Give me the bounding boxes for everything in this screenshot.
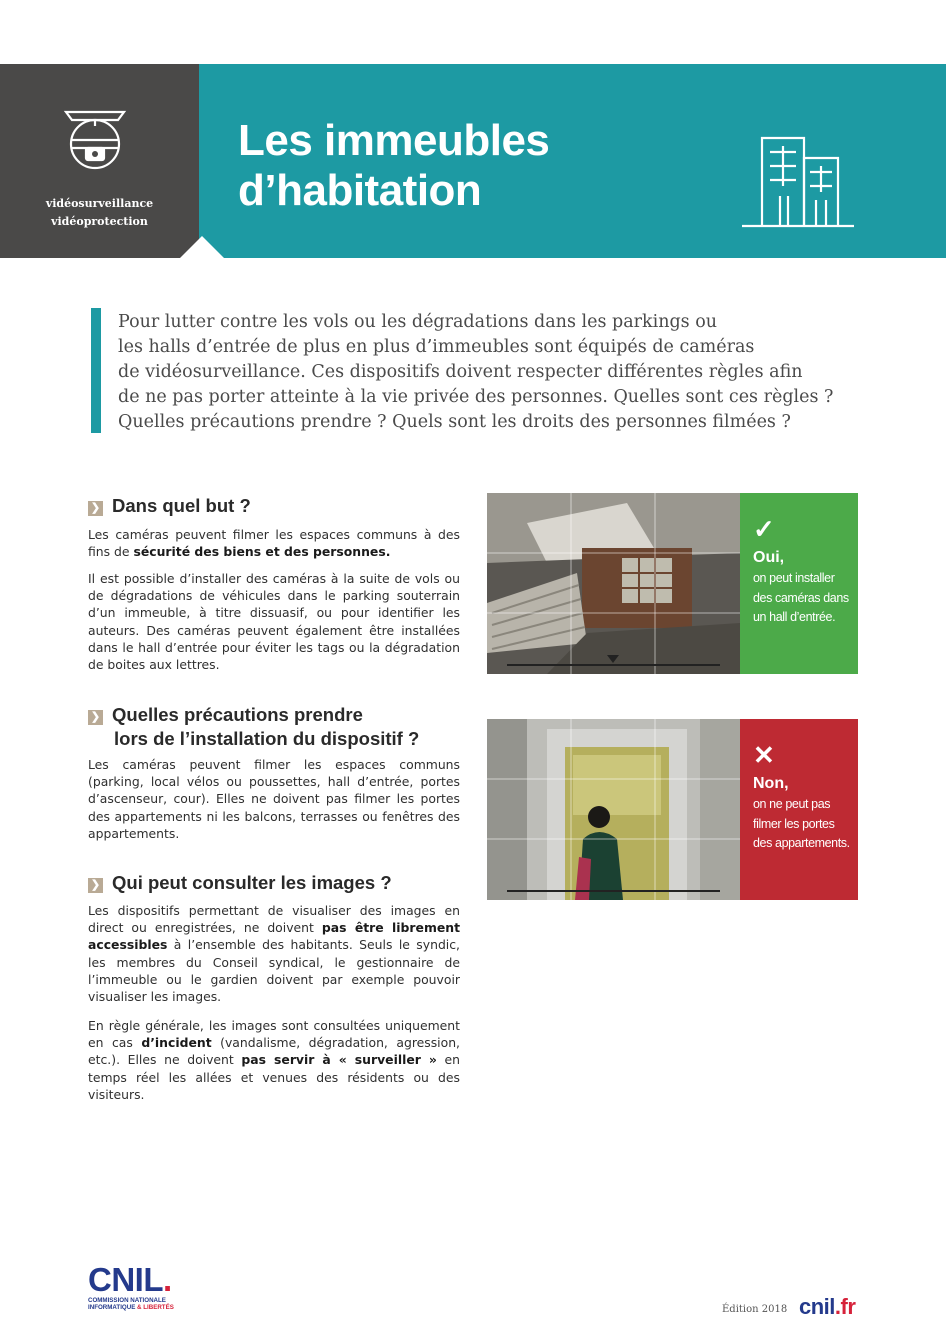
section-heading-purpose	[88, 494, 251, 518]
cnil-logo	[88, 1261, 188, 1312]
page-title	[238, 116, 549, 216]
verdict-yes-text	[753, 569, 858, 628]
cnil-logo-word	[88, 1261, 188, 1298]
check-icon: ✓	[753, 514, 775, 544]
photo-entrance-hall	[487, 493, 740, 674]
page-title-line1: Les immeubles	[238, 116, 550, 165]
entrance-hall-illustration	[487, 493, 740, 674]
intro-line: les halls d’entrée de plus en plus d’immeubles sont équipés de caméras	[118, 337, 755, 357]
verdict-no-title: Non,	[753, 775, 789, 792]
chevron-right-icon: ❯	[88, 878, 103, 893]
verdict-line: on ne peut pas	[753, 797, 831, 811]
logo-sub-line2	[88, 1304, 188, 1311]
section-heading-precautions	[88, 703, 419, 751]
section-title-line2: lors de l’installation du dispositif ?	[114, 728, 420, 749]
intro-line: de ne pas porter atteinte à la vie privée des personnes. Quelles sont ces règles ?	[118, 387, 834, 407]
website-tld: .fr	[834, 1294, 856, 1319]
verdict-yes-title: Oui,	[753, 549, 785, 566]
text-span: Les caméras peuvent filmer les espaces communs à des fins de	[88, 527, 460, 560]
edition-label: Édition 2018	[722, 1304, 788, 1315]
intro-line: de vidéosurveillance. Ces dispositifs doivent respecter différentes règles afin	[118, 362, 803, 382]
page-title-line2: d’habitation	[238, 166, 482, 215]
apartment-door-illustration	[487, 719, 740, 900]
section-access-paragraph-2	[88, 1017, 460, 1103]
camera-icon	[62, 106, 132, 170]
intro-line: Quelles précautions prendre ? Quels sont les droits des personnes filmées ?	[118, 412, 791, 432]
verdict-line: un hall d’entrée.	[753, 610, 836, 624]
header-tags	[0, 195, 199, 231]
text-span: Les dispositifs permettant de visualiser des images en direct ou enregistrées, ne doivent	[88, 903, 460, 936]
logo-dot: .	[163, 1261, 172, 1298]
verdict-no-text	[753, 795, 858, 854]
chevron-right-icon: ❯	[88, 501, 103, 516]
section-purpose-paragraph-1	[88, 526, 460, 560]
verdict-yes-card	[740, 493, 858, 674]
verdict-no-card	[740, 719, 858, 900]
section-title: Qui peut consulter les images ?	[112, 872, 392, 893]
chevron-right-icon: ❯	[88, 710, 103, 725]
bold-text: pas être librement accessibles	[88, 920, 460, 953]
intro-accent-bar	[91, 308, 101, 433]
bold-text: sécurité des biens et des personnes.	[133, 544, 391, 560]
intro-paragraph	[118, 310, 858, 435]
photo-apartment-door	[487, 719, 740, 900]
section-purpose-paragraph-2: Il est possible d’installer des caméras à la suite de vols ou de dégradations de véhicules dans le parking souterrain d’un immeuble, à titre dissuasif, ou pour identifier les auteurs. Des caméras peuvent également être installées dans le hall d’entrée pour éviter les tags ou la dégradation de boites aux lettres.	[88, 571, 460, 673]
verdict-line: on peut installer	[753, 571, 835, 585]
cnil-logo-subtitle	[88, 1297, 188, 1312]
logo-text: CNIL	[88, 1261, 163, 1298]
section-title: Dans quel but ?	[112, 495, 251, 516]
section-precautions-paragraph: Les caméras peuvent filmer les espaces communs (parking, local vélos ou poussettes, hall d’entrée, portes d’ascenseur, cour). Elles ne doivent pas filmer les portes des appartements ni les balcons, terrasses ou fenêtres des appartements.	[88, 757, 460, 841]
verdict-line: des appartements.	[753, 836, 850, 850]
section-title-line1: Quelles précautions prendre	[112, 704, 363, 725]
buildings-icon	[742, 132, 856, 228]
logo-sub-text-red: & LIBERTÉS	[137, 1304, 174, 1312]
bold-text: pas servir à « surveiller »	[241, 1052, 437, 1068]
text-span: à l’ensemble des habitants. Seuls le syndic, les membres du Conseil syndical, le gestionnaire de l’immeuble ou le gardien doivent par exemple pouvoir visualiser les images.	[88, 937, 460, 1005]
intro-line: Pour lutter contre les vols ou les dégradations dans les parkings ou	[118, 312, 718, 332]
tag-videosurveillance: vidéosurveillance	[45, 197, 154, 210]
logo-sub-line1: COMMISSION NATIONALE	[88, 1297, 166, 1304]
verdict-line: des caméras dans	[753, 590, 849, 605]
section-heading-access	[88, 871, 392, 895]
bold-text: d’incident	[141, 1035, 212, 1051]
tag-videoprotection: vidéoprotection	[51, 215, 148, 228]
text-span: En règle générale, les images sont consultées uniquement en cas	[88, 1018, 460, 1051]
text-span: (vandalisme, dégradation, agression, etc.). Elles ne doivent	[88, 1035, 460, 1068]
header-notch	[180, 236, 224, 258]
website-name: cnil	[799, 1294, 835, 1319]
section-access-paragraph-1	[88, 902, 460, 1005]
close-icon: ✕	[753, 740, 775, 770]
logo-sub-text: INFORMATIQUE	[88, 1304, 138, 1312]
text-span: en temps réel les allées et venues des résidents ou des visiteurs.	[88, 1052, 460, 1102]
website-link[interactable]	[799, 1294, 855, 1320]
verdict-line: filmer les portes	[753, 816, 835, 831]
